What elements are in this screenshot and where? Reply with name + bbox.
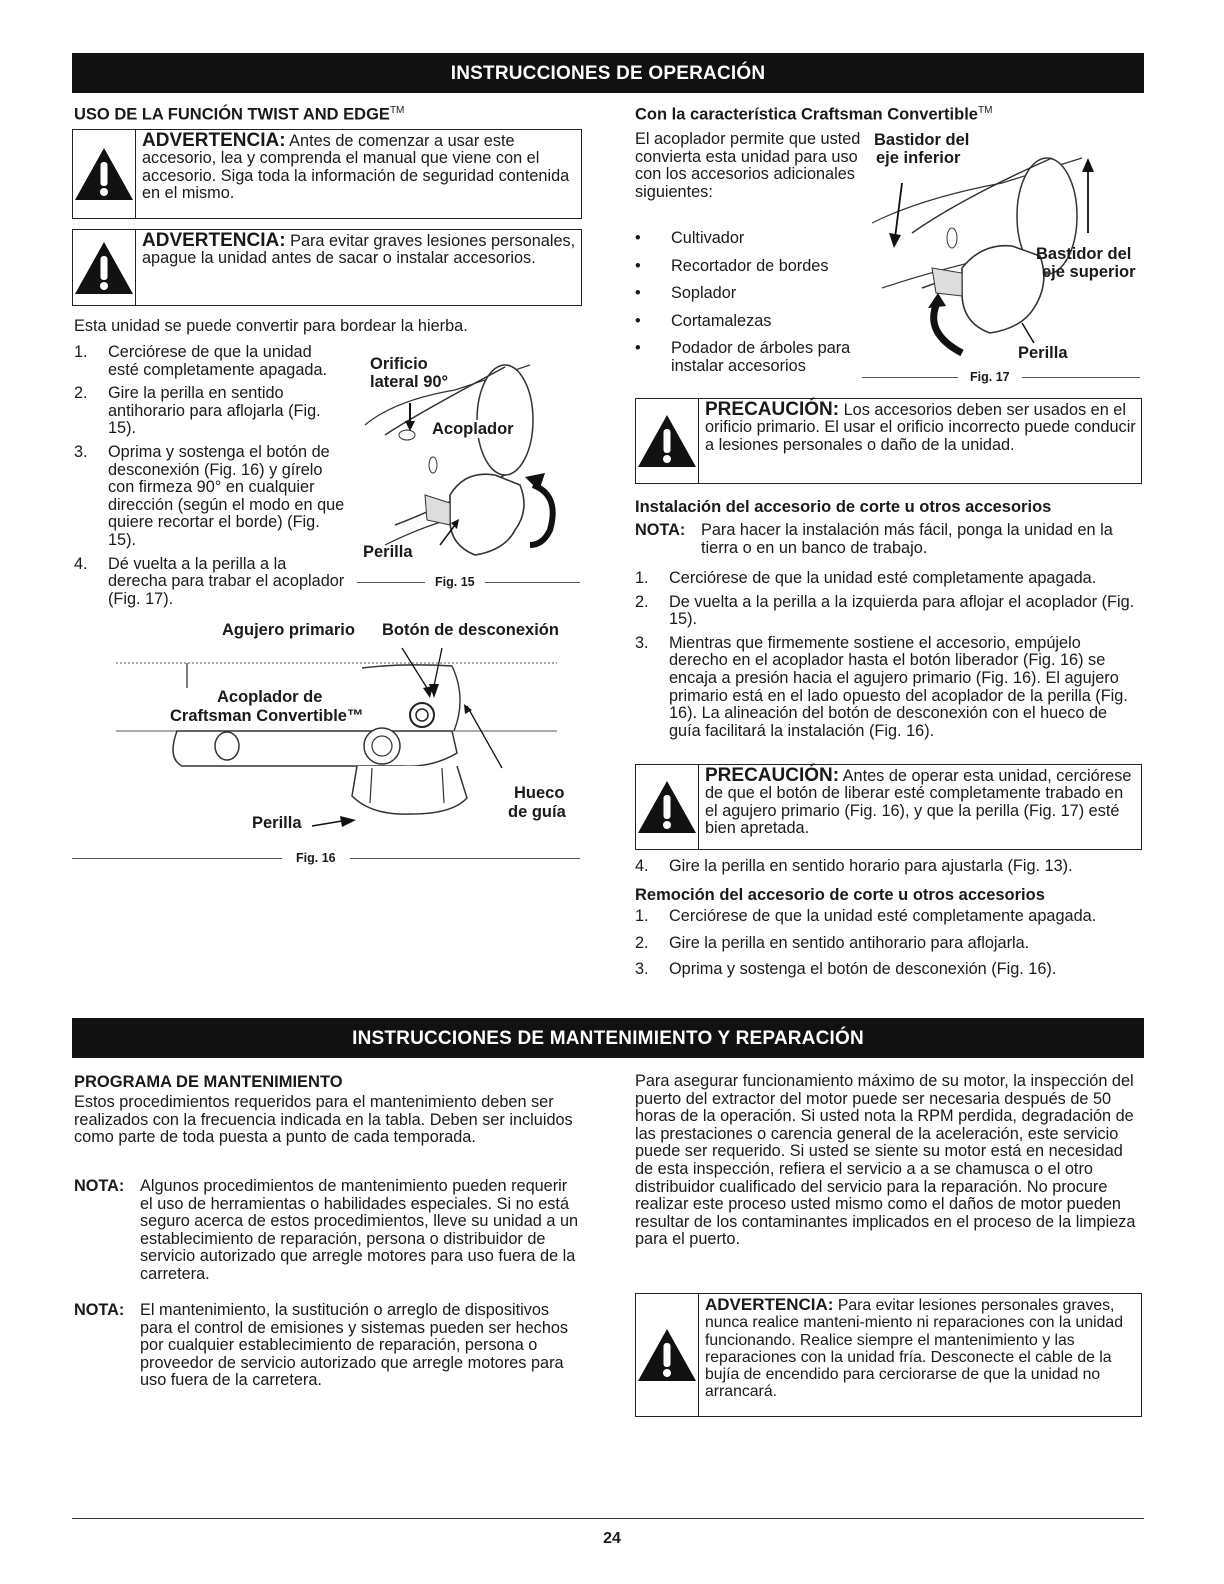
list-item: 3. Oprima y sostenga el botón de desconexión (Fig. 16) y gírelo con firmeza 90° en cualquier dirección (según el modo en que quiere recortar el borde) (Fig. 15). <box>74 442 345 549</box>
list-item: 4. Gire la perilla en sentido horario para ajustarla (Fig. 13). <box>635 857 1073 875</box>
caution-lead: PRECAUCIÓN: <box>705 399 840 420</box>
heading-convertible: Con la característica Craftsman Convertible™ <box>635 105 993 124</box>
list-item: • Podador de árboles para instalar accesorios <box>635 339 851 375</box>
warning-text: Antes de comenzar a usar este accesorio, lea y comprenda el manual que viene con el accesorio. Siga toda la información de seguridad contenida en el mismo. <box>142 132 570 202</box>
label-acoplador: Acoplador <box>432 420 514 438</box>
warning-box-1 <box>72 129 582 219</box>
maint-nota-2: NOTA: El mantenimiento, la sustitución o arreglo de dispositivos para el control de emisiones y sistemas pueden ser hechos por cualquier establecimiento de reparación, persona o proveedor de servicio autorizado que arregle motores para uso fuera de la carretera. <box>74 1301 569 1390</box>
maint-right-paragraph: Para asegurar funcionamiento máximo de su motor, la inspección del puerto del extractor del motor puede ser necesaria después de 50 horas de la operación. Si usted nota la RPM perdida, degradación de las prestaciones o carencia general de la aceleración, este servicio puede ser requerido. Si usted se siente su motor está en necesidad de esta inspección, refiera el servicio a a se chamusca o el otro distribuidor cualificado del servicio para la reparación. No procure realizar este proceso usted mismo como el daños de motor pueden resultar de los contaminantes implicados en el proceso de la limpieza para el puerto. <box>635 1072 1136 1249</box>
heading-instalacion: Instalación del accesorio de corte u otros accesorios <box>635 498 1052 516</box>
convertible-coupler-illustration <box>72 618 580 858</box>
list-item: 2. Gire la perilla en sentido antihorario para aflojarla. <box>635 933 1030 952</box>
figure-16 <box>72 618 580 858</box>
label-perilla: Perilla <box>363 543 413 561</box>
maint-nota-1: NOTA: Algunos procedimientos de mantenimiento pueden requerir el uso de herramientas o habilidades especiales. Si no está seguro acerca de estos procedimientos, lleve su unidad a un establecimiento de reparación, persona o distribuidor de servicio autorizado que arregle motores para uso fuera de la carretera. <box>74 1177 579 1283</box>
footer-divider <box>72 1518 1144 1519</box>
warning-triangle-icon <box>636 399 699 483</box>
figure-15-caption: Fig. 15 <box>357 575 580 589</box>
label-perilla: Perilla <box>1018 344 1068 362</box>
label-agujero-primario: Agujero primario <box>222 621 355 639</box>
label-bastidor-superior-2: eje superior <box>1042 263 1136 281</box>
label-acoplador-2: Craftsman Convertible™ <box>170 707 364 725</box>
warning-triangle-icon <box>636 765 699 849</box>
list-item: 4. Dé vuelta a la perilla a la derecha para trabar el acoplador (Fig. 17). <box>74 554 345 608</box>
accessory-bullets <box>635 230 875 376</box>
label-hueco-2: de guía <box>508 803 566 821</box>
convert-intro: Esta unidad se puede convertir para bordear la hierba. <box>74 317 468 335</box>
list-item: 1. Cerciórese de que la unidad esté completamente apagada. <box>635 907 1097 925</box>
warning-lead: ADVERTENCIA: <box>142 130 286 151</box>
convertible-intro: El acoplador permite que usted convierta esta unidad para uso con los accesorios adicionales siguientes: <box>635 130 861 201</box>
warning-triangle-icon <box>73 130 136 218</box>
section-banner-operacion: INSTRUCCIONES DE OPERACIÓN <box>72 53 1144 93</box>
label-perilla: Perilla <box>252 814 302 832</box>
maint-intro: Estos procedimientos requeridos para el mantenimiento deben ser realizados con la frecuencia indicada en la tabla. Deben ser incluidos como parte de toda puesta a punto de cada temporada. <box>74 1093 573 1147</box>
label-hueco-1: Hueco <box>514 784 565 802</box>
list-item: 3. Mientras que firmemente sostiene el accesorio, empújelo derecho en el acoplador hasta el botón liberador (Fig. 16) se encaja a presión hacia el agujero primario (Fig. 16). El agujero primario está en el lado opuesto del acoplador de la perilla (Fig. 16). La alineación del botón de desconexión con el hueco de guía facilitará la instalación (Fig. 16). <box>635 633 1128 740</box>
list-item: 3. Oprima y sostenga el botón de desconexión (Fig. 16). <box>635 960 1057 979</box>
figure-16-caption: Fig. 16 <box>72 851 580 865</box>
page-number: 24 <box>603 1530 621 1547</box>
list-item: • Soplador <box>635 284 737 303</box>
list-item: 2. Gire la perilla en sentido antihorario para aflojarla (Fig. 15). <box>74 384 321 438</box>
warning-triangle-icon <box>73 230 136 305</box>
caution-text: Antes de operar esta unidad, cerciórese de que el botón de liberar esté completamente trabado en el agujero primario (Fig. 16), y que la perilla (Fig. 17) esté bien apretada. <box>705 767 1132 837</box>
caution-box-2 <box>635 764 1142 850</box>
twist-steps-list <box>74 344 346 614</box>
heading-remocion: Remoción del accesorio de corte u otros accesorios <box>635 886 1045 904</box>
warning-triangle-icon <box>636 1294 699 1416</box>
label-acoplador-1: Acoplador de <box>217 688 323 706</box>
label-orificio-1: Orificio <box>370 355 428 373</box>
label-bastidor-inferior-1: Bastidor del <box>874 131 970 149</box>
caution-text: Los accesorios deben ser usados en el orificio primario. El usar el orificio incorrecto puede conducir a lesiones personales o daño de la unidad. <box>705 401 1136 454</box>
figure-17-caption: Fig. 17 <box>862 370 1140 384</box>
heading-programa: PROGRAMA DE MANTENIMIENTO <box>74 1073 343 1091</box>
install-nota: NOTA: Para hacer la instalación más fácil, ponga la unidad en la tierra o en un banco de trabajo. <box>635 521 1113 557</box>
heading-twist-edge: USO DE LA FUNCIÓN TWIST AND EDGE™ <box>74 105 405 124</box>
label-bastidor-inferior-2: eje inferior <box>876 149 961 167</box>
warning-box-2 <box>72 229 582 306</box>
warning-text: Para evitar lesiones personales graves, nunca realice manteni-miento ni reparaciones con la unidad funcionando. Realice siempre el mantenimiento y las reparaciones con la unidad fría. Desconecte el cable de la bujía de encendido para cerciorarse de que la unidad no arrancará. <box>705 1297 1123 1401</box>
caution-box-1 <box>635 398 1142 484</box>
label-boton-desconexion: Botón de desconexión <box>382 621 559 639</box>
list-item: • Cortamalezas <box>635 311 772 330</box>
figure-15 <box>355 345 580 595</box>
label-orificio-2: lateral 90° <box>370 373 449 391</box>
caution-lead: PRECAUCIÓN: <box>705 765 840 786</box>
install-steps-list <box>635 570 1140 746</box>
list-item: 1. Cerciórese de que la unidad esté completamente apagada. <box>635 569 1097 587</box>
list-item: 2. De vuelta a la perilla a la izquierda para aflojar el acoplador (Fig. 15). <box>635 592 1135 629</box>
warning-text: Para evitar graves lesiones personales, apague la unidad antes de sacar o instalar accesorios. <box>142 232 576 268</box>
label-bastidor-superior-1: Bastidor del <box>1036 245 1132 263</box>
list-item: • Recortador de bordes <box>635 256 829 275</box>
removal-steps-list <box>635 908 1140 985</box>
install-step-4 <box>635 858 1140 882</box>
warning-lead: ADVERTENCIA: <box>142 230 286 251</box>
warning-box-3 <box>635 1293 1142 1417</box>
section-banner-mantenimiento: INSTRUCCIONES DE MANTENIMIENTO Y REPARACIÓN <box>72 1018 1144 1058</box>
warning-lead: ADVERTENCIA: <box>705 1295 834 1314</box>
figure-17 <box>862 128 1144 373</box>
list-item: 1. Cerciórese de que la unidad esté completamente apagada. <box>74 343 328 379</box>
list-item: • Cultivador <box>635 229 745 247</box>
